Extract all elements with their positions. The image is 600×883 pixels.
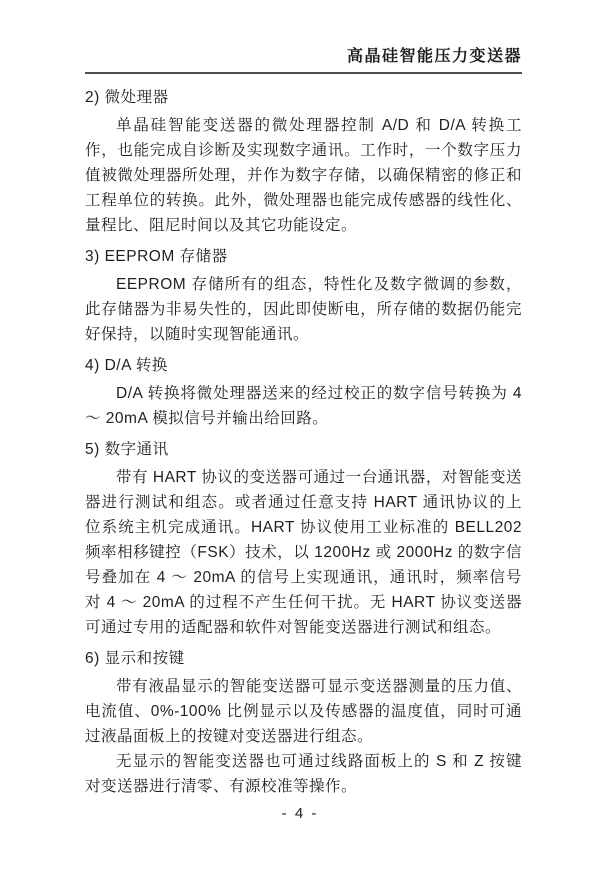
paragraph: 带有 HART 协议的变送器可通过一台通讯器，对智能变送器进行测试和组态。或者通过任意支持 HART 通讯协议的上位系统主机完成通讯。HART 协议使用工业标准的 BELL202 频率相移键控（FSK）技术，以 1200Hz 或 2000Hz 的数字信号叠加在 4 ～ 20mA 的信号上实现通讯，通讯时，频率信号对 4 ～ 20mA 的过程不产生任何干扰。无 HART 协议变送器可通过专用的适配器和软件对智能变送器进行测试和组态。 [85, 469, 522, 636]
section-eeprom [85, 244, 522, 347]
section-microprocessor [85, 85, 522, 238]
page-number: - 4 - [281, 805, 319, 822]
document-body [85, 85, 522, 799]
section-heading: 5) 数字通讯 [85, 441, 169, 458]
paragraph: 单晶硅智能变送器的微处理器控制 A/D 和 D/A 转换工作，也能完成自诊断及实现数字通讯。工作时，一个数字压力值被微处理器所处理，并作为数字存储，以确保精密的修正和工程单位的转换。此外，微处理器也能完成传感器的线性化、量程比、阻尼时间以及其它功能设定。 [85, 117, 522, 234]
page-header-title: 高晶硅智能压力变送器 [346, 48, 522, 65]
section-heading: 6) 显示和按键 [85, 650, 185, 667]
page-footer [0, 805, 600, 822]
paragraph: D/A 转换将微处理器送来的经过校正的数字信号转换为 4 ～ 20mA 模拟信号并输出给回路。 [85, 385, 522, 427]
section-display-and-keys [85, 646, 522, 799]
paragraph: 无显示的智能变送器也可通过线路面板上的 S 和 Z 按键对变送器进行清零、有源校准等操作。 [85, 753, 522, 795]
section-heading: 4) D/A 转换 [85, 357, 168, 374]
section-da-conversion [85, 353, 522, 431]
section-heading: 2) 微处理器 [85, 89, 169, 106]
page-header [85, 46, 522, 74]
section-heading: 3) EEPROM 存储器 [85, 248, 228, 265]
section-digital-communication [85, 437, 522, 640]
paragraph: EEPROM 存储所有的组态，特性化及数字微调的参数，此存储器为非易失性的，因此即使断电，所存储的数据仍能完好保持，以随时实现智能通讯。 [85, 276, 522, 343]
paragraph: 带有液晶显示的智能变送器可显示变送器测量的压力值、电流值、0%-100% 比例显示以及传感器的温度值，同时可通过液晶面板上的按键对变送器进行组态。 [85, 678, 522, 745]
